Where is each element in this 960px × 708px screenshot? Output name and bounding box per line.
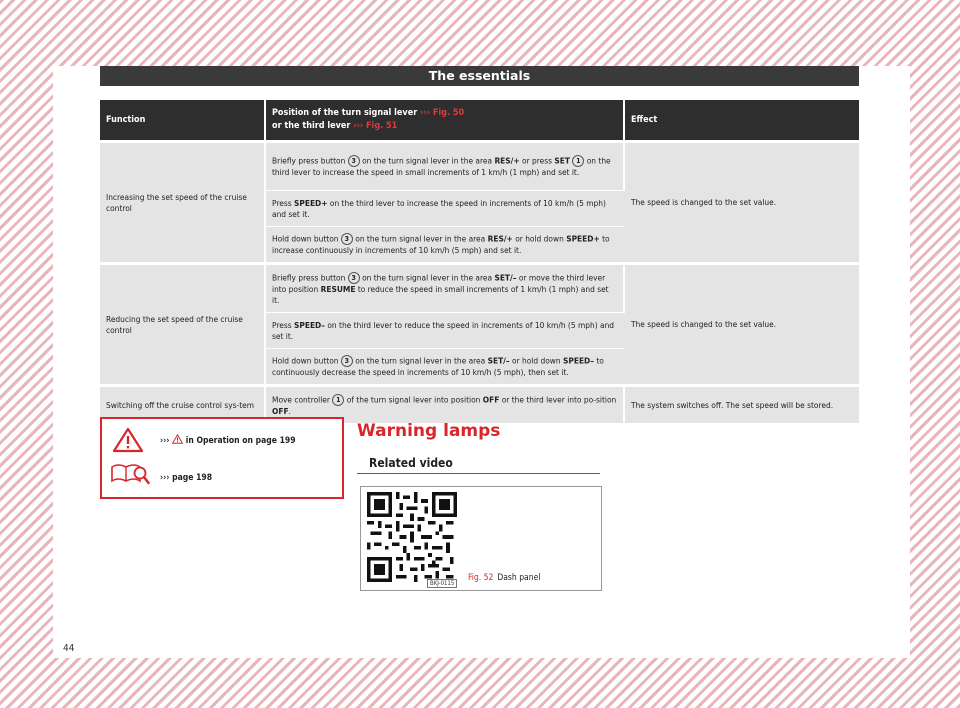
figure-52	[360, 486, 602, 591]
position-cell: Briefly press button 3 on the turn signal lever in the area RES/+ or press SET 1 on the third lever to increase the speed in small increments of 1 km/h (1 mph) and set it.	[265, 142, 624, 191]
section-header: The essentials	[100, 66, 859, 86]
function-cell: Increasing the set speed of the cruise control	[100, 142, 265, 264]
section-title: Warning lamps	[357, 421, 501, 441]
fig-50-link[interactable]: ››› Fig. 50	[420, 108, 465, 118]
col-header-position: Position of the turn signal lever ››› Fig. 50 or the third lever ››› Fig. 51	[265, 100, 624, 142]
ref-link-arrow[interactable]: ›››	[160, 473, 170, 483]
position-cell: Hold down button 3 on the turn signal lever in the area SET/– or hold down SPEED– to continuously decrease the speed in increments of 10 km/h (5 mph), then set it.	[265, 349, 624, 386]
function-cell: Reducing the set speed of the cruise control	[100, 264, 265, 386]
divider	[357, 473, 600, 474]
callout-3: 3	[348, 155, 360, 167]
cross-reference-box	[100, 417, 344, 499]
figure-code: BKJ-0115	[427, 579, 457, 588]
page-number: 44	[63, 643, 75, 654]
related-video-heading: Related video	[369, 456, 453, 470]
effect-cell: The speed is changed to the set value.	[624, 264, 859, 386]
fig-51-link[interactable]: ››› Fig. 51	[353, 121, 398, 131]
callout-3: 3	[341, 233, 353, 245]
callout-1: 1	[572, 155, 584, 167]
position-cell: Move controller 1 of the turn signal lever into position OFF or the third lever into po-sition OFF.	[265, 386, 624, 424]
position-cell: Briefly press button 3 on the turn signal lever in the area SET/– or move the third lever into position RESUME to reduce the speed in small increments of 1 km/h (1 mph) and set it.	[265, 264, 624, 313]
col-header-effect: Effect	[624, 100, 859, 142]
cruise-control-table	[100, 100, 859, 423]
warning-small-icon	[172, 434, 183, 444]
callout-3: 3	[341, 355, 353, 367]
function-cell: Switching off the cruise control sys-tem	[100, 386, 265, 424]
figure-caption: Fig. 52 Dash panel	[468, 573, 541, 583]
ref-link-page[interactable]: page 198	[172, 473, 213, 483]
col-header-function: Function	[100, 100, 265, 142]
book-magnifier-icon	[110, 461, 150, 487]
effect-cell: The speed is changed to the set value.	[624, 142, 859, 264]
position-cell: Press SPEED+ on the third lever to increase the speed in increments of 10 km/h (5 mph) and set it.	[265, 191, 624, 227]
position-cell: Press SPEED– on the third lever to reduce the speed in increments of 10 km/h (5 mph) and set it.	[265, 313, 624, 349]
ref-link-operation[interactable]: in Operation on page 199	[185, 436, 296, 446]
callout-1: 1	[332, 394, 344, 406]
table-row	[100, 264, 859, 313]
qr-code-image[interactable]	[367, 492, 457, 582]
ref-link-arrow[interactable]: ›››	[160, 436, 170, 446]
effect-cell: The system switches off. The set speed will be stored.	[624, 386, 859, 424]
table-header-row	[100, 100, 859, 142]
table-row	[100, 142, 859, 191]
warning-icon	[112, 427, 144, 453]
position-cell: Hold down button 3 on the turn signal lever in the area RES/+ or hold down SPEED+ to increase continuously in increments of 10 km/h (5 mph) and set it.	[265, 227, 624, 264]
callout-3: 3	[348, 272, 360, 284]
